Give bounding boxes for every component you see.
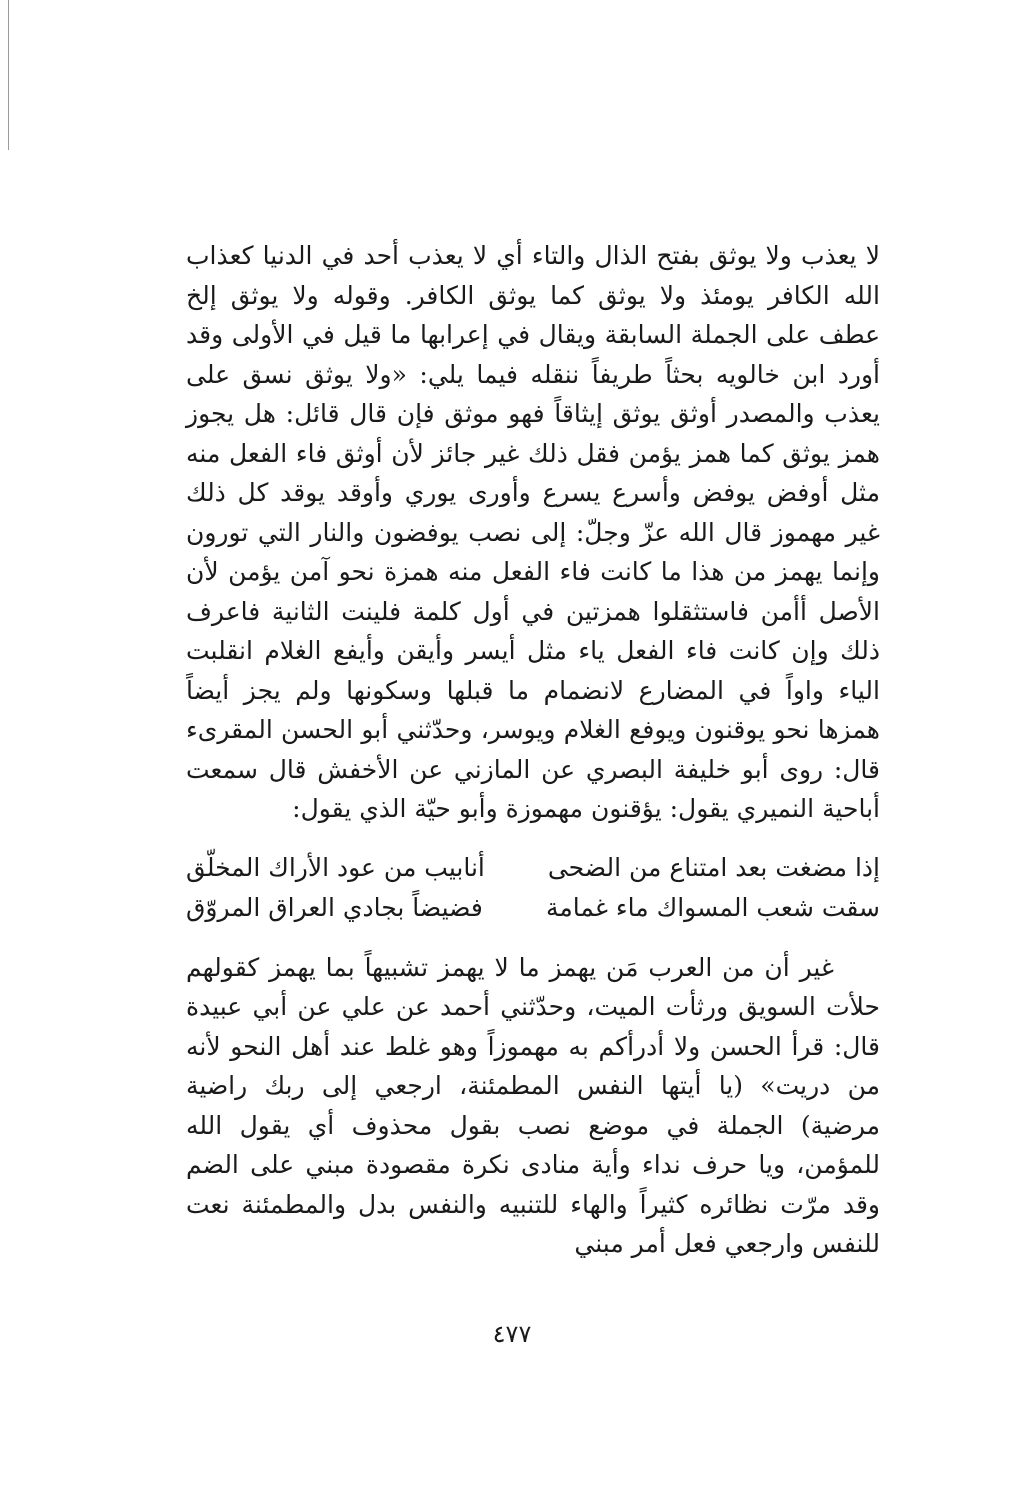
page-binding-edge	[8, 0, 9, 150]
verse-1-second-hemistich: أنابيب من عود الأراك المخلّق	[186, 852, 485, 882]
page-body	[186, 236, 880, 1264]
paragraph-grammar: غير أن من العرب مَن يهمز ما لا يهمز تشبيهاً بما يهمز كقولهم حلأت السويق ورثأت الميت، وحدّثني أحمد عن علي عن أبي عبيدة قال: قرأ الحسن ولا أدرأكم به مهموزاً وهو غلط عند أهل النحو لأنه من دريت» (يا أيتها النفس المطمئنة، ارجعي إلى ربك راضية مرضية) الجملة في موضع نصب بقول محذوف أي يقول الله للمؤمن، ويا حرف نداء وأية منادى نكرة مقصودة مبني على الضم وقد مرّت نظائره كثيراً والهاء للتنبيه والنفس بدل والمطمئنة نعت للنفس وارجعي فعل أمر مبني	[186, 952, 880, 1258]
poem-verse-2	[186, 888, 880, 928]
verse-2-second-hemistich: فضيضاً بجادي العراق المروّق	[186, 892, 483, 922]
verse-2-first-hemistich: سقت شعب المسواك ماء غمامة	[546, 892, 880, 922]
poem-quotation	[186, 848, 880, 928]
paragraph-commentary: لا يعذب ولا يوثق بفتح الذال والتاء أي لا يعذب أحد في الدنيا كعذاب الله الكافر يومئذ ولا يوثق كما يوثق الكافر. وقوله ولا يوثق إلخ عطف على الجملة السابقة ويقال في إعرابها ما قيل في الأولى وقد أورد ابن خالويه بحثاً طريفاً ننقله فيما يلي: «ولا يوثق نسق على يعذب والمصدر أوثق يوثق إيثاقاً فهو موثق فإن قال قائل: هل يجوز همز يوثق كما همز يؤمن فقل ذلك غير جائز لأن أوثق فاء الفعل منه مثل أوفض يوفض وأسرع يسرع وأورى يوري وأوقد يوقد كل ذلك غير مهموز قال الله عزّ وجلّ: إلى نصب يوفضون والنار التي تورون وإنما يهمز من هذا ما كانت فاء الفعل منه همزة نحو آمن يؤمن لأن الأصل أأمن فاستثقلوا همزتين في أول كلمة فلينت الثانية فاعرف ذلك وإن كانت فاء الفعل ياء مثل أيسر وأيقن وأيفع الغلام انقلبت الياء واواً في المضارع لانضمام ما قبلها وسكونها ولم يجز أيضاً همزها نحو يوقنون ويوفع الغلام ويوسر، وحدّثني أبو الحسن المقرىء قال: روى أبو خليفة البصري عن المازني عن الأخفش قال سمعت أباحية النميري يقول: يؤقنون مهموزة وأبو حيّة الذي يقول:	[186, 241, 880, 823]
verse-1-first-hemistich: إذا مضغت بعد امتناع من الضحى	[547, 852, 880, 882]
page-number: ٤٧٧	[492, 1320, 532, 1348]
poem-verse-1	[186, 848, 880, 888]
